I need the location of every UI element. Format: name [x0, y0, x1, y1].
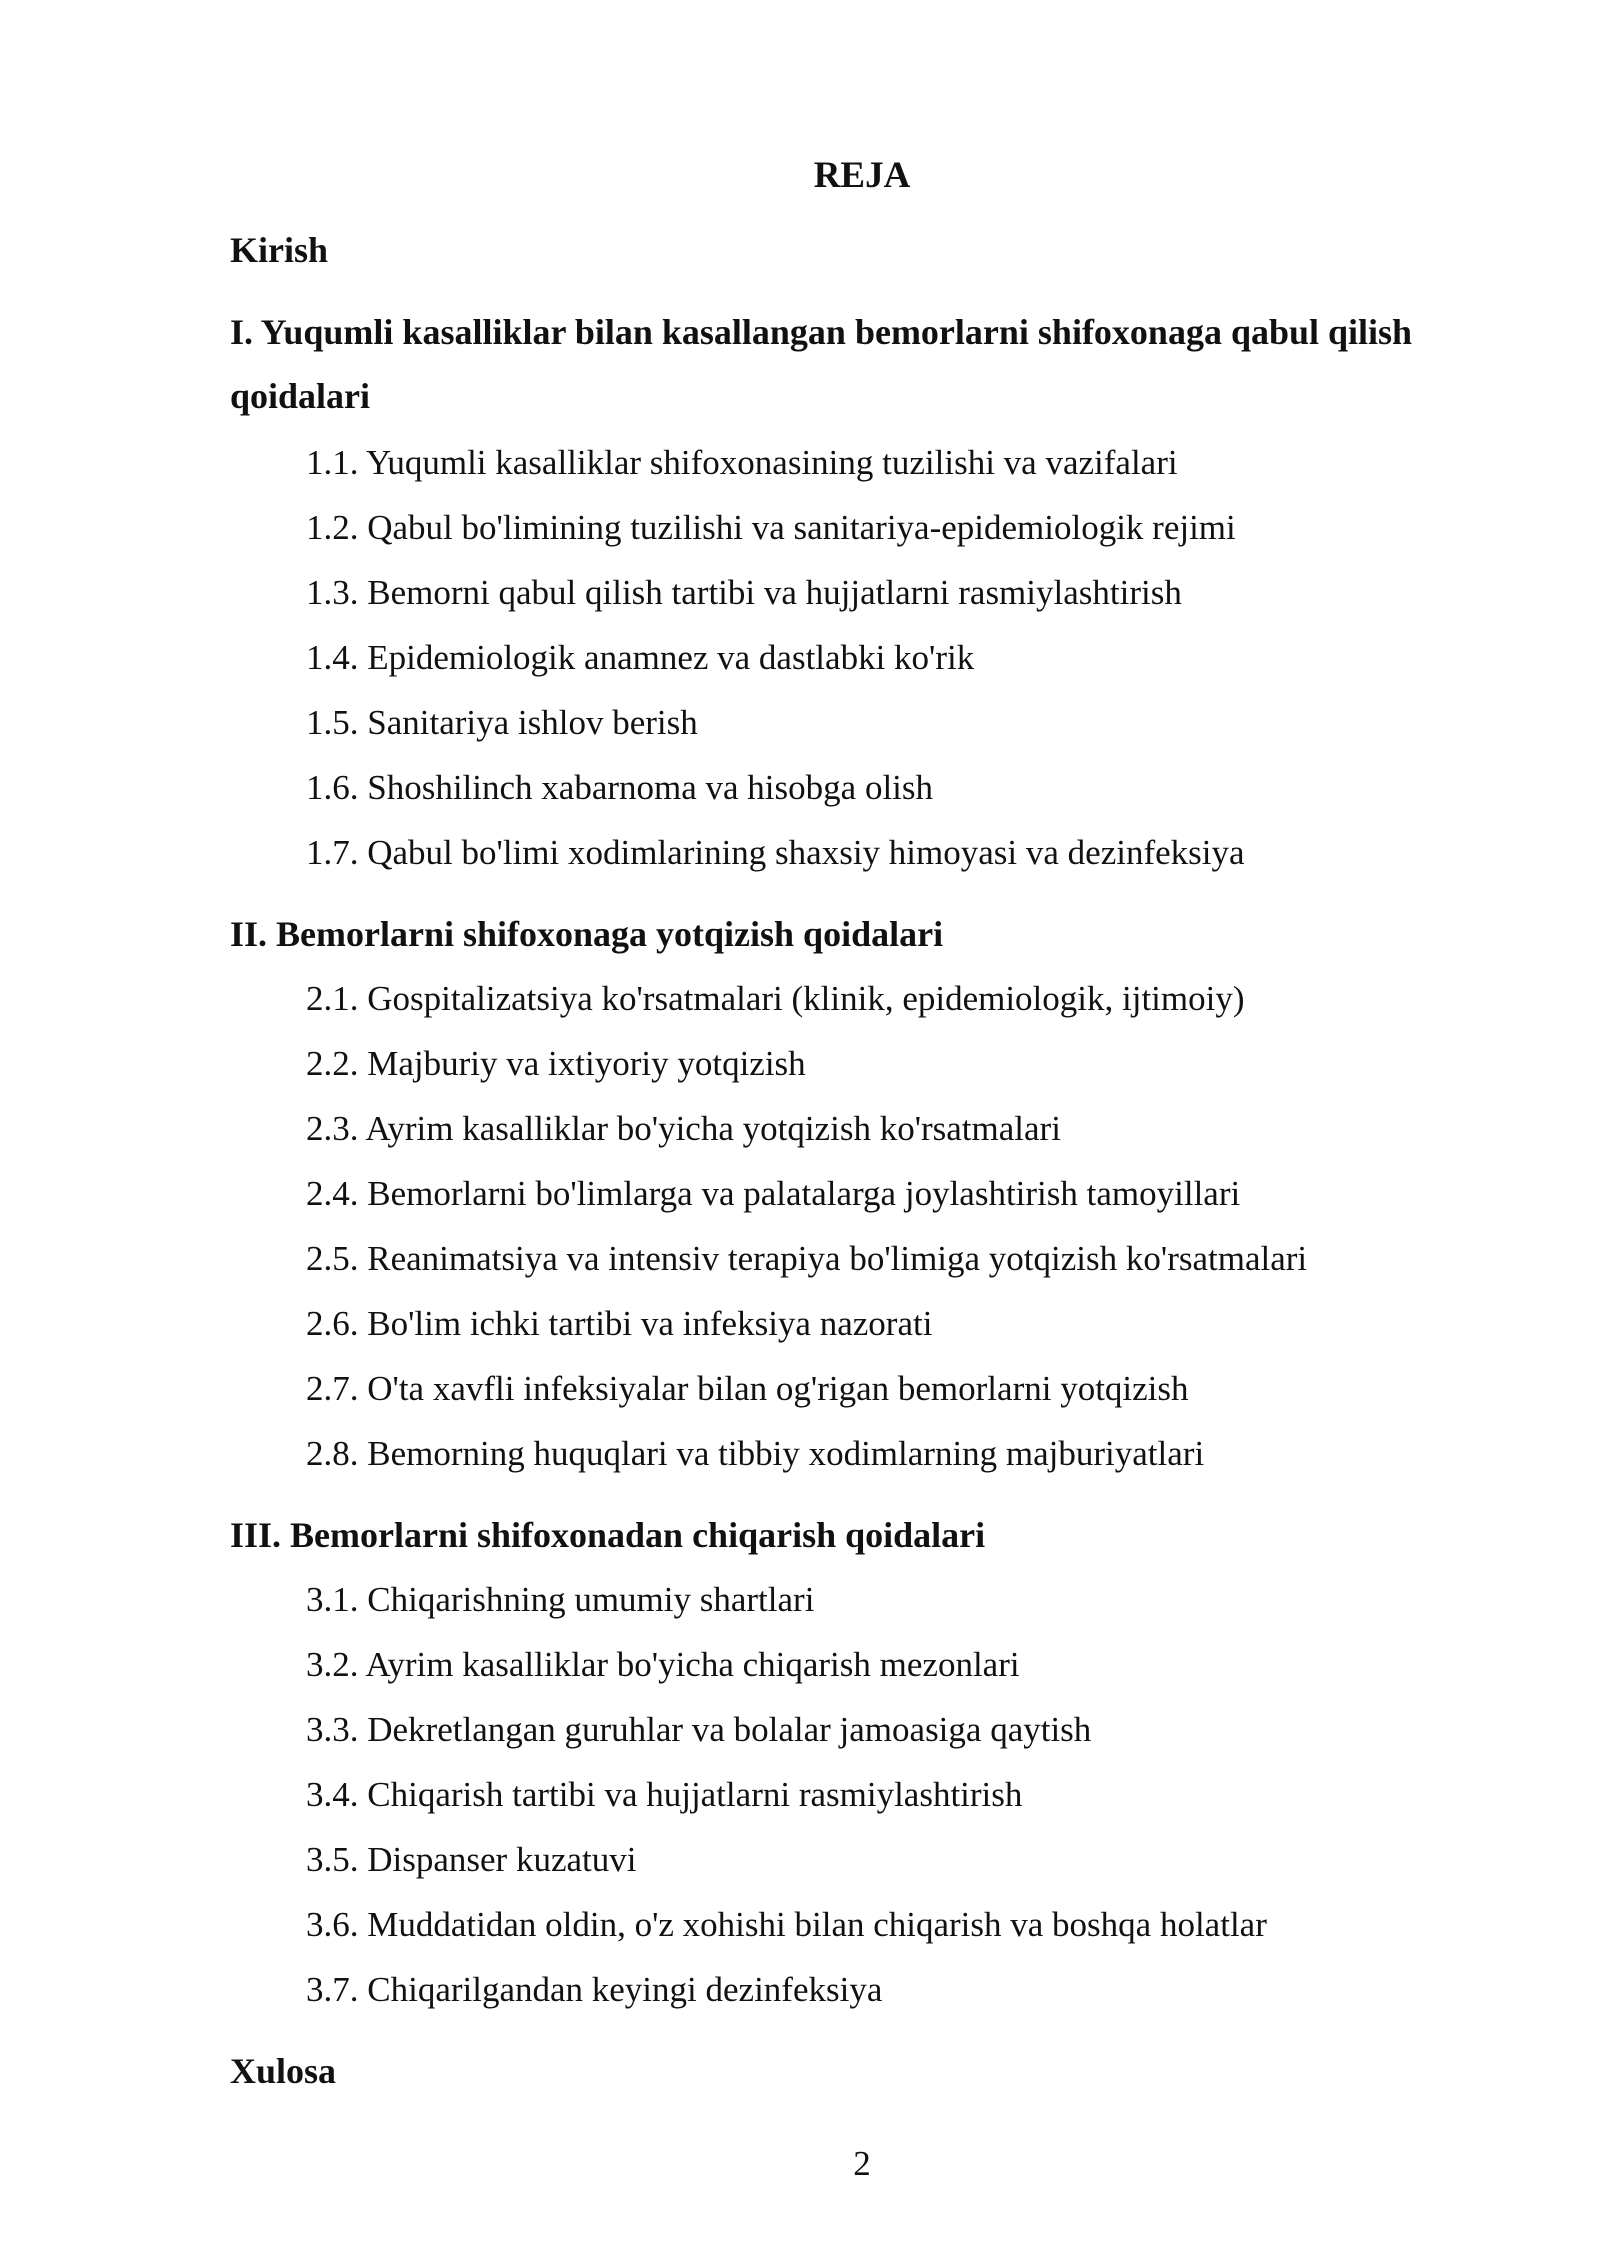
conclusion-heading: Xulosa	[230, 2051, 337, 2091]
section-3-item: 3.6. Muddatidan oldin, o'z xohishi bilan chiqarish va boshqa holatlar	[306, 1905, 1267, 1944]
section-3-item: 3.1. Chiqarishning umumiy shartlari	[306, 1580, 815, 1619]
section-1-item: 1.6. Shoshilinch xabarnoma va hisobga olish	[306, 768, 934, 807]
intro-heading: Kirish	[230, 230, 329, 270]
section-2-item: 2.4. Bemorlarni bo'limlarga va palatalarga joylashtirish tamoyillari	[306, 1174, 1241, 1213]
section-1-item: 1.5. Sanitariya ishlov berish	[306, 703, 698, 742]
section-2-item: 2.1. Gospitalizatsiya ko'rsatmalari (klinik, epidemiologik, ijtimoiy)	[306, 979, 1245, 1018]
section-2-item: 2.3. Ayrim kasalliklar bo'yicha yotqizish ko'rsatmalari	[306, 1109, 1061, 1148]
page-number: 2	[853, 2144, 871, 2183]
section-3-item: 3.4. Chiqarish tartibi va hujjatlarni rasmiylashtirish	[306, 1775, 1023, 1814]
section-1-item: 1.4. Epidemiologik anamnez va dastlabki ko'rik	[306, 638, 975, 677]
section-2-item: 2.6. Bo'lim ichki tartibi va infeksiya nazorati	[306, 1304, 933, 1343]
section-2-item: 2.2. Majburiy va ixtiyoriy yotqizish	[306, 1044, 806, 1083]
page-title: REJA	[813, 155, 911, 196]
section-1-item: 1.2. Qabul bo'limining tuzilishi va sanitariya-epidemiologik rejimi	[306, 508, 1236, 547]
section-1-item: 1.1. Yuqumli kasalliklar shifoxonasining tuzilishi va vazifalari	[306, 443, 1178, 482]
section-1-item: 1.3. Bemorni qabul qilish tartibi va hujjatlarni rasmiylashtirish	[306, 573, 1182, 612]
section-1-heading: I. Yuqumli kasalliklar bilan kasallangan bemorlarni shifoxonaga qabul qilish qoidalari	[230, 312, 1413, 416]
section-3-item: 3.3. Dekretlangan guruhlar va bolalar jamoasiga qaytish	[306, 1710, 1092, 1749]
section-3-item: 3.5. Dispanser kuzatuvi	[306, 1840, 637, 1879]
section-2-heading: II. Bemorlarni shifoxonaga yotqizish qoidalari	[230, 914, 944, 954]
section-2-item: 2.8. Bemorning huquqlari va tibbiy xodimlarning majburiyatlari	[306, 1434, 1205, 1473]
section-2-item: 2.5. Reanimatsiya va intensiv terapiya bo'limiga yotqizish ko'rsatmalari	[306, 1239, 1308, 1278]
section-3-item: 3.7. Chiqarilgandan keyingi dezinfeksiya	[306, 1970, 883, 2009]
section-2-item: 2.7. O'ta xavfli infeksiyalar bilan og'rigan bemorlarni yotqizish	[306, 1369, 1189, 1408]
section-3-heading: III. Bemorlarni shifoxonadan chiqarish qoidalari	[230, 1515, 986, 1555]
section-3-item: 3.2. Ayrim kasalliklar bo'yicha chiqarish mezonlari	[306, 1645, 1020, 1684]
section-1-item: 1.7. Qabul bo'limi xodimlarining shaxsiy himoyasi va dezinfeksiya	[306, 833, 1245, 872]
